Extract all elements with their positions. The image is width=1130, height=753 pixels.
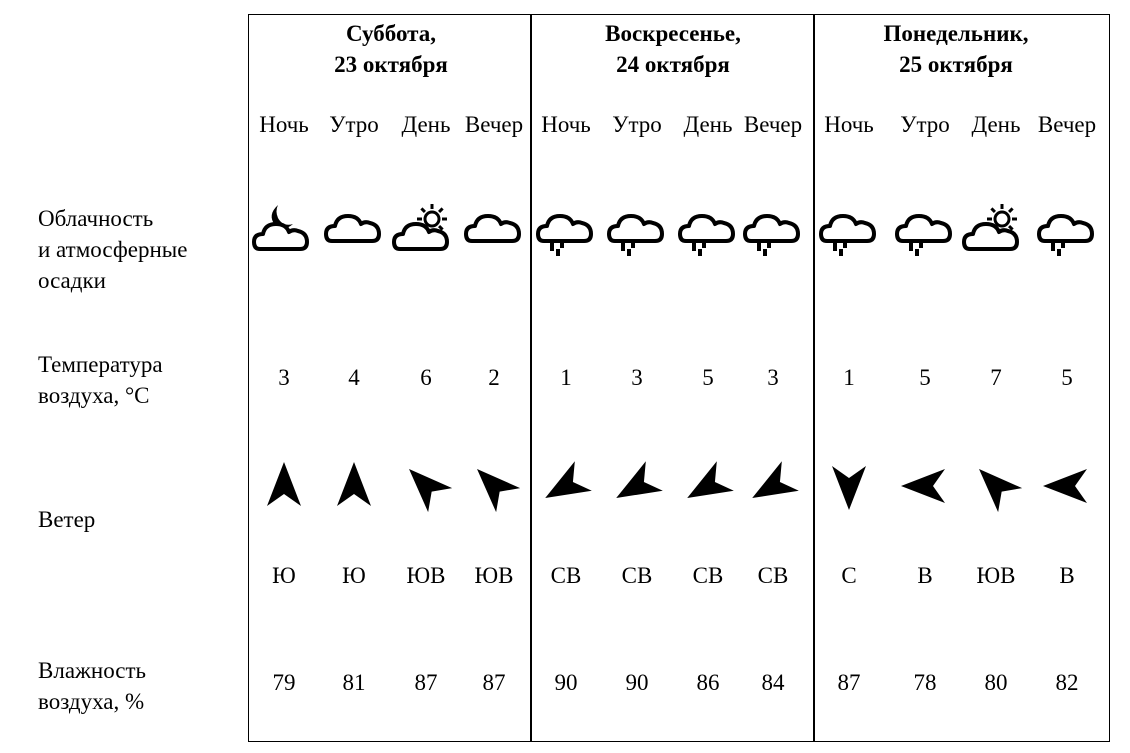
wind-direction: В — [917, 563, 933, 588]
humidity-value: 79 — [272, 670, 296, 695]
cloud-icon — [458, 200, 530, 262]
humidity-value: 90 — [554, 670, 578, 695]
temperature-value: 3 — [767, 365, 779, 390]
humidity-value: 87 — [482, 670, 506, 695]
temperature-value: 5 — [919, 365, 931, 390]
wind-direction: СВ — [550, 563, 582, 588]
wind-arrow-icon — [601, 458, 673, 514]
rain-cloud-icon — [601, 200, 673, 262]
rain-cloud-icon — [889, 200, 961, 262]
humidity-value: 90 — [625, 670, 649, 695]
wind-direction: С — [841, 563, 857, 588]
humidity-value: 87 — [414, 670, 438, 695]
humidity-value: 84 — [761, 670, 785, 695]
wind-arrow-icon — [960, 458, 1032, 514]
wind-direction: ЮВ — [474, 563, 514, 588]
temperature-value: 1 — [843, 365, 855, 390]
period-label: День — [971, 112, 1021, 137]
label-temperature: Температура воздуха, °C — [38, 352, 163, 408]
wind-arrow-icon — [737, 458, 809, 514]
temperature-value: 7 — [990, 365, 1002, 390]
wind-arrow-icon — [390, 458, 462, 514]
humidity-value: 87 — [837, 670, 861, 695]
wind-direction: Ю — [272, 563, 296, 588]
sun-cloud-icon — [390, 200, 462, 262]
period-label: Утро — [900, 112, 950, 137]
period-label: Вечер — [464, 112, 524, 137]
temperature-value: 5 — [702, 365, 714, 390]
wind-arrow-icon — [530, 458, 602, 514]
temperature-value: 2 — [488, 365, 500, 390]
wind-direction: Ю — [342, 563, 366, 588]
humidity-value: 81 — [342, 670, 366, 695]
temperature-value: 3 — [278, 365, 290, 390]
humidity-value: 78 — [913, 670, 937, 695]
temperature-value: 6 — [420, 365, 432, 390]
temperature-value: 5 — [1061, 365, 1073, 390]
period-label: Ночь — [541, 112, 591, 137]
wind-direction: ЮВ — [406, 563, 446, 588]
wind-arrow-icon — [813, 458, 885, 514]
humidity-value: 80 — [984, 670, 1008, 695]
humidity-value: 86 — [696, 670, 720, 695]
rain-cloud-icon — [1031, 200, 1103, 262]
wind-direction: ЮВ — [976, 563, 1016, 588]
rain-cloud-icon — [530, 200, 602, 262]
sun-cloud-icon — [960, 200, 1032, 262]
cloud-icon — [318, 200, 390, 262]
period-label: День — [401, 112, 451, 137]
label-humidity: Влажность воздуха, % — [38, 658, 147, 714]
label-clouds: Облачность и атмосферные осадки — [38, 206, 188, 293]
wind-direction: В — [1059, 563, 1075, 588]
wind-arrow-icon — [318, 458, 390, 514]
period-label: Утро — [612, 112, 662, 137]
period-label: Утро — [329, 112, 379, 137]
period-label: Ночь — [259, 112, 309, 137]
wind-direction: СВ — [757, 563, 789, 588]
period-label: Ночь — [824, 112, 874, 137]
wind-arrow-icon — [1031, 458, 1103, 514]
period-label: Вечер — [1037, 112, 1097, 137]
day-header: Суббота, 23 октября — [334, 21, 448, 77]
label-wind: Ветер — [38, 507, 96, 532]
period-label: Вечер — [743, 112, 803, 137]
rain-cloud-icon — [813, 200, 885, 262]
moon-cloud-icon — [248, 200, 320, 262]
rain-cloud-icon — [672, 200, 744, 262]
wind-arrow-icon — [672, 458, 744, 514]
wind-arrow-icon — [889, 458, 961, 514]
temperature-value: 4 — [348, 365, 360, 390]
day-header: Воскресенье, 24 октября — [605, 21, 741, 77]
period-label: День — [683, 112, 733, 137]
humidity-value: 82 — [1055, 670, 1079, 695]
wind-arrow-icon — [458, 458, 530, 514]
temperature-value: 3 — [631, 365, 643, 390]
temperature-value: 1 — [560, 365, 572, 390]
day-header: Понедельник, 25 октября — [883, 21, 1029, 77]
wind-direction: СВ — [621, 563, 653, 588]
rain-cloud-icon — [737, 200, 809, 262]
wind-arrow-icon — [248, 458, 320, 514]
wind-direction: СВ — [692, 563, 724, 588]
